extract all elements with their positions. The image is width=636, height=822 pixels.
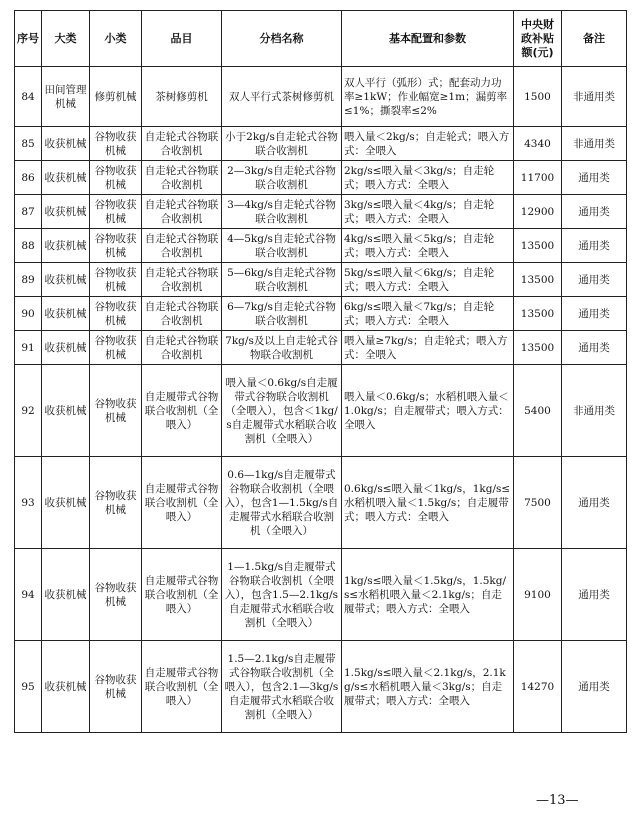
table-row bbox=[15, 549, 627, 641]
row-item: 自走轮式谷物联合收割机 bbox=[142, 161, 222, 195]
row-tier-name: 1.5—2.1kg/s自走履带式谷物联合收割机（全喂入），包含2.1—3kg/s自走履带式水稻联合收割机（全喂入） bbox=[222, 641, 342, 733]
table-row bbox=[15, 263, 627, 297]
row-subsidy: 4340 bbox=[514, 127, 562, 161]
row-category: 收获机械 bbox=[42, 263, 90, 297]
table-row bbox=[15, 641, 627, 733]
row-item: 自走轮式谷物联合收割机 bbox=[142, 297, 222, 331]
row-category: 收获机械 bbox=[42, 457, 90, 549]
row-subcategory: 谷物收获机械 bbox=[90, 641, 142, 733]
row-category: 收获机械 bbox=[42, 229, 90, 263]
row-seq: 84 bbox=[15, 67, 42, 127]
row-params: 1.5kg/s≤喂入量＜2.1kg/s，2.1kg/s≤水稻机喂入量＜3kg/s；自走履带式；喂入方式：全喂入 bbox=[342, 641, 514, 733]
row-params: 6kg/s≤喂入量＜7kg/s；自走轮式；喂入方式：全喂入 bbox=[342, 297, 514, 331]
row-seq: 90 bbox=[15, 297, 42, 331]
header-seq: 序号 bbox=[15, 11, 42, 67]
row-tier-name: 7kg/s及以上自走轮式谷物联合收割机 bbox=[222, 331, 342, 365]
row-tier-name: 0.6—1kg/s自走履带式谷物联合收割机（全喂入），包含1—1.5kg/s自走履带式水稻联合收割机（全喂入） bbox=[222, 457, 342, 549]
row-category: 收获机械 bbox=[42, 161, 90, 195]
row-note: 非通用类 bbox=[562, 365, 627, 457]
row-item: 茶树修剪机 bbox=[142, 67, 222, 127]
row-tier-name: 4—5kg/s自走轮式谷物联合收割机 bbox=[222, 229, 342, 263]
row-subsidy: 7500 bbox=[514, 457, 562, 549]
row-params: 喂入量＜2kg/s；自走轮式；喂入方式：全喂入 bbox=[342, 127, 514, 161]
row-category: 田间管理机械 bbox=[42, 67, 90, 127]
row-tier-name: 小于2kg/s自走轮式谷物联合收割机 bbox=[222, 127, 342, 161]
row-item: 自走轮式谷物联合收割机 bbox=[142, 229, 222, 263]
row-item: 自走轮式谷物联合收割机 bbox=[142, 127, 222, 161]
row-subcategory: 谷物收获机械 bbox=[90, 229, 142, 263]
row-note: 通用类 bbox=[562, 549, 627, 641]
row-params: 5kg/s≤喂入量＜6kg/s；自走轮式；喂入方式：全喂入 bbox=[342, 263, 514, 297]
row-note: 通用类 bbox=[562, 331, 627, 365]
row-tier-name: 2—3kg/s自走轮式谷物联合收割机 bbox=[222, 161, 342, 195]
row-params: 3kg/s≤喂入量＜4kg/s；自走轮式；喂入方式：全喂入 bbox=[342, 195, 514, 229]
row-subcategory: 谷物收获机械 bbox=[90, 195, 142, 229]
row-params: 1kg/s≤喂入量＜1.5kg/s，1.5kg/s≤水稻机喂入量＜2.1kg/s；自走履带式；喂入方式：全喂入 bbox=[342, 549, 514, 641]
row-note: 通用类 bbox=[562, 457, 627, 549]
row-params: 4kg/s≤喂入量＜5kg/s；自走轮式；喂入方式：全喂入 bbox=[342, 229, 514, 263]
row-note: 非通用类 bbox=[562, 67, 627, 127]
row-tier-name: 1—1.5kg/s自走履带式谷物联合收割机（全喂入），包含1.5—2.1kg/s自走履带式水稻联合收割机（全喂入） bbox=[222, 549, 342, 641]
row-note: 通用类 bbox=[562, 297, 627, 331]
row-subsidy: 13500 bbox=[514, 297, 562, 331]
row-subcategory: 谷物收获机械 bbox=[90, 297, 142, 331]
header-subsidy: 中央财政补贴额(元) bbox=[514, 11, 562, 67]
table-header-row bbox=[15, 11, 627, 67]
row-category: 收获机械 bbox=[42, 365, 90, 457]
row-category: 收获机械 bbox=[42, 195, 90, 229]
row-tier-name: 喂入量＜0.6kg/s自走履带式谷物联合收割机（全喂入），包含＜1kg/s自走履带式水稻联合收割机（全喂入） bbox=[222, 365, 342, 457]
row-item: 自走履带式谷物联合收割机（全喂入） bbox=[142, 641, 222, 733]
row-subcategory: 谷物收获机械 bbox=[90, 331, 142, 365]
row-note: 通用类 bbox=[562, 161, 627, 195]
row-subcategory: 谷物收获机械 bbox=[90, 161, 142, 195]
header-tier-name: 分档名称 bbox=[222, 11, 342, 67]
row-seq: 92 bbox=[15, 365, 42, 457]
row-note: 通用类 bbox=[562, 195, 627, 229]
row-subsidy: 5400 bbox=[514, 365, 562, 457]
table-row bbox=[15, 457, 627, 549]
table-row bbox=[15, 365, 627, 457]
row-subsidy: 13500 bbox=[514, 263, 562, 297]
table-row bbox=[15, 67, 627, 127]
row-subcategory: 修剪机械 bbox=[90, 67, 142, 127]
row-note: 通用类 bbox=[562, 641, 627, 733]
header-category: 大类 bbox=[42, 11, 90, 67]
row-subsidy: 9100 bbox=[514, 549, 562, 641]
row-item: 自走履带式谷物联合收割机（全喂入） bbox=[142, 457, 222, 549]
row-item: 自走轮式谷物联合收割机 bbox=[142, 263, 222, 297]
row-subcategory: 谷物收获机械 bbox=[90, 549, 142, 641]
row-category: 收获机械 bbox=[42, 297, 90, 331]
row-item: 自走轮式谷物联合收割机 bbox=[142, 195, 222, 229]
row-seq: 95 bbox=[15, 641, 42, 733]
row-subsidy: 14270 bbox=[514, 641, 562, 733]
table-row bbox=[15, 331, 627, 365]
row-category: 收获机械 bbox=[42, 549, 90, 641]
row-note: 通用类 bbox=[562, 263, 627, 297]
row-params: 2kg/s≤喂入量＜3kg/s；自走轮式；喂入方式：全喂入 bbox=[342, 161, 514, 195]
row-category: 收获机械 bbox=[42, 127, 90, 161]
row-seq: 89 bbox=[15, 263, 42, 297]
row-subsidy: 13500 bbox=[514, 229, 562, 263]
row-item: 自走轮式谷物联合收割机 bbox=[142, 331, 222, 365]
row-params: 双人平行（弧形）式；配套动力功率≥1kW；作业幅宽≥1m；漏剪率≤1%；撕裂率≤2% bbox=[342, 67, 514, 127]
row-seq: 94 bbox=[15, 549, 42, 641]
row-subsidy: 1500 bbox=[514, 67, 562, 127]
row-note: 非通用类 bbox=[562, 127, 627, 161]
header-subcategory: 小类 bbox=[90, 11, 142, 67]
row-subcategory: 谷物收获机械 bbox=[90, 457, 142, 549]
row-item: 自走履带式谷物联合收割机（全喂入） bbox=[142, 365, 222, 457]
row-seq: 91 bbox=[15, 331, 42, 365]
table-row bbox=[15, 297, 627, 331]
row-category: 收获机械 bbox=[42, 641, 90, 733]
row-subcategory: 谷物收获机械 bbox=[90, 365, 142, 457]
table-row bbox=[15, 127, 627, 161]
table-row bbox=[15, 195, 627, 229]
table-row bbox=[15, 161, 627, 195]
row-tier-name: 6—7kg/s自走轮式谷物联合收割机 bbox=[222, 297, 342, 331]
row-seq: 87 bbox=[15, 195, 42, 229]
row-item: 自走履带式谷物联合收割机（全喂入） bbox=[142, 549, 222, 641]
row-params: 喂入量≥7kg/s；自走轮式；喂入方式：全喂入 bbox=[342, 331, 514, 365]
row-seq: 93 bbox=[15, 457, 42, 549]
row-subsidy: 13500 bbox=[514, 331, 562, 365]
page-number: —13— bbox=[536, 793, 579, 808]
table-row bbox=[15, 229, 627, 263]
row-seq: 86 bbox=[15, 161, 42, 195]
row-tier-name: 双人平行式茶树修剪机 bbox=[222, 67, 342, 127]
row-note: 通用类 bbox=[562, 229, 627, 263]
row-params: 0.6kg/s≤喂入量＜1kg/s，1kg/s≤水稻机喂入量＜1.5kg/s；自走履带式；喂入方式：全喂入 bbox=[342, 457, 514, 549]
header-params: 基本配置和参数 bbox=[342, 11, 514, 67]
row-params: 喂入量＜0.6kg/s；水稻机喂入量＜1.0kg/s；自走履带式；喂入方式：全喂入 bbox=[342, 365, 514, 457]
row-subcategory: 谷物收获机械 bbox=[90, 263, 142, 297]
row-tier-name: 3—4kg/s自走轮式谷物联合收割机 bbox=[222, 195, 342, 229]
row-subcategory: 谷物收获机械 bbox=[90, 127, 142, 161]
header-note: 备注 bbox=[562, 11, 627, 67]
row-subsidy: 12900 bbox=[514, 195, 562, 229]
subsidy-table bbox=[14, 10, 627, 733]
row-category: 收获机械 bbox=[42, 331, 90, 365]
row-seq: 85 bbox=[15, 127, 42, 161]
row-seq: 88 bbox=[15, 229, 42, 263]
header-item: 品目 bbox=[142, 11, 222, 67]
row-tier-name: 5—6kg/s自走轮式谷物联合收割机 bbox=[222, 263, 342, 297]
row-subsidy: 11700 bbox=[514, 161, 562, 195]
